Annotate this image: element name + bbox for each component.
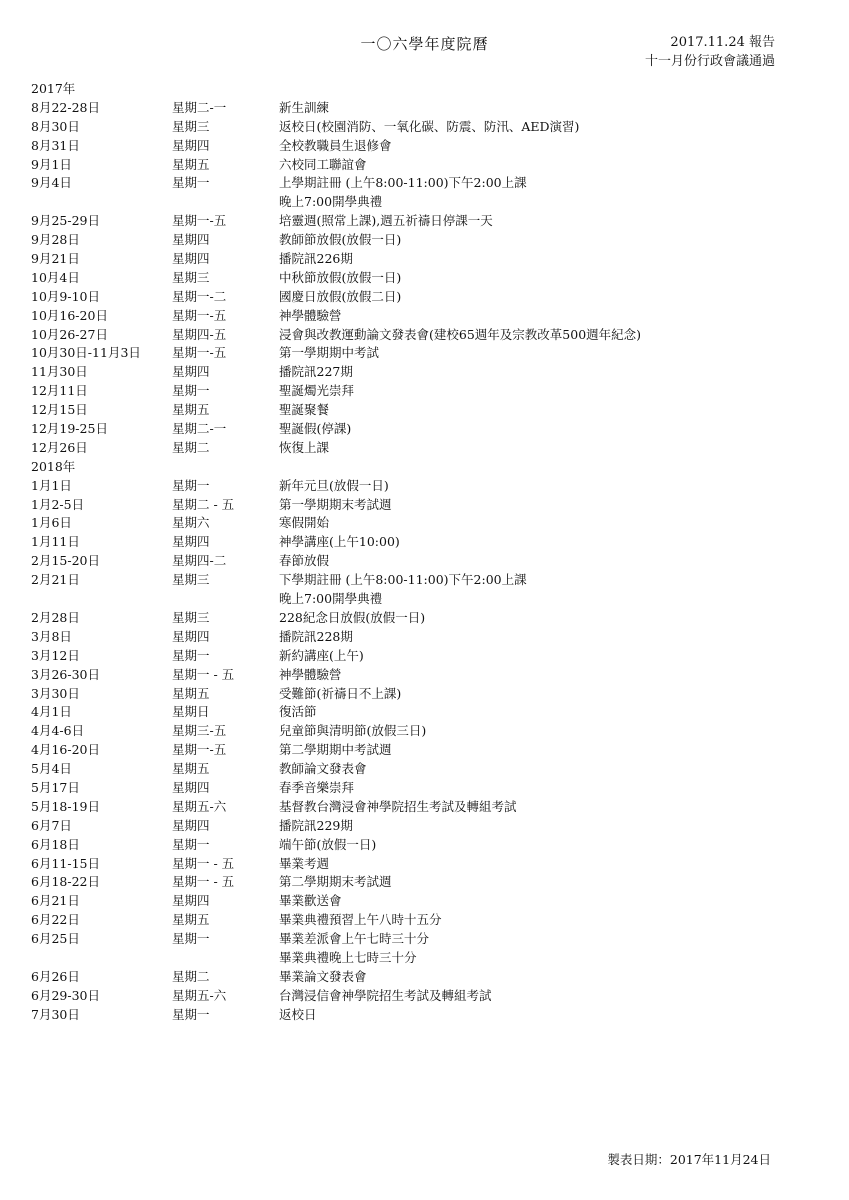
row-weekday: 星期二	[172, 439, 210, 455]
calendar-row	[31, 741, 821, 760]
calendar-row	[31, 420, 821, 439]
row-weekday: 星期四	[172, 251, 210, 267]
row-weekday: 星期一 - 五	[172, 855, 235, 871]
row-event: 培靈週(照常上課),週五祈禱日停課一天	[279, 213, 493, 229]
row-date: 7月30日	[31, 1006, 80, 1022]
row-date: 6月21日	[31, 893, 80, 909]
row-weekday: 星期六	[172, 515, 210, 531]
row-event: 全校教職員生退修會	[279, 137, 392, 153]
row-weekday: 星期四	[172, 137, 210, 153]
row-event: 返校日	[279, 1006, 317, 1022]
calendar-row	[31, 137, 821, 156]
row-date: 6月22日	[31, 912, 80, 928]
row-weekday: 星期一	[172, 383, 210, 399]
row-weekday: 星期五	[172, 912, 210, 928]
row-date: 1月6日	[31, 515, 72, 531]
calendar-row	[31, 722, 821, 741]
row-event: 播院訊228期	[279, 628, 353, 644]
calendar-row	[31, 609, 821, 628]
calendar-row	[31, 590, 821, 609]
row-date: 5月17日	[31, 779, 80, 795]
row-weekday: 星期一 - 五	[172, 666, 235, 682]
calendar-row	[31, 193, 821, 212]
calendar-row	[31, 911, 821, 930]
row-date: 9月21日	[31, 251, 80, 267]
calendar-row	[31, 552, 821, 571]
row-weekday: 星期二-一	[172, 99, 227, 115]
row-weekday: 星期四	[172, 364, 210, 380]
row-date: 2月21日	[31, 572, 80, 588]
row-event: 神學講座(上午10:00)	[279, 534, 400, 550]
year-heading	[31, 80, 821, 99]
row-event: 畢業歡送會	[279, 893, 342, 909]
row-event: 寒假開始	[279, 515, 330, 531]
row-event: 國慶日放假(放假二日)	[279, 288, 402, 304]
row-event: 聖誕假(停課)	[279, 421, 352, 437]
calendar-row	[31, 250, 821, 269]
row-event: 畢業論文發表會	[279, 968, 367, 984]
row-event: 新約講座(上午)	[279, 647, 364, 663]
calendar-row	[31, 269, 821, 288]
row-date: 10月4日	[31, 269, 80, 285]
row-event: 聖誕燭光崇拜	[279, 383, 355, 399]
row-event: 第一學期期中考試	[279, 345, 380, 361]
row-date: 6月29-30日	[31, 987, 100, 1003]
row-date: 5月18-19日	[31, 798, 100, 814]
row-event: 新生訓練	[279, 99, 330, 115]
row-date: 10月30日-11月3日	[31, 345, 141, 361]
row-event: 返校日(校園消防、一氧化碳、防震、防汛、AED演習)	[279, 118, 580, 134]
row-date: 8月30日	[31, 118, 80, 134]
row-weekday: 星期一-五	[172, 345, 227, 361]
calendar-row	[31, 666, 821, 685]
row-date: 6月11-15日	[31, 855, 100, 871]
calendar-row	[31, 779, 821, 798]
calendar-row	[31, 344, 821, 363]
row-weekday: 星期日	[172, 704, 210, 720]
row-weekday: 星期四-五	[172, 326, 227, 342]
report-line: 2017.11.24 報告	[670, 35, 775, 50]
calendar-row	[31, 212, 821, 231]
row-date: 11月30日	[31, 364, 88, 380]
row-date: 12月11日	[31, 383, 88, 399]
calendar-row	[31, 817, 821, 836]
year-label: 2017年	[31, 81, 76, 96]
calendar-list	[31, 80, 821, 1025]
row-date: 2月28日	[31, 609, 80, 625]
calendar-row	[31, 496, 821, 515]
row-weekday: 星期五	[172, 156, 210, 172]
row-weekday: 星期四	[172, 232, 210, 248]
calendar-row	[31, 118, 821, 137]
row-event: 神學體驗營	[279, 666, 342, 682]
year-heading	[31, 458, 821, 477]
row-event: 畢業差派會上午七時三十分	[279, 931, 430, 947]
row-event: 晚上7:00開學典禮	[279, 591, 383, 607]
row-date: 8月31日	[31, 137, 80, 153]
calendar-row	[31, 760, 821, 779]
row-date: 6月25日	[31, 931, 80, 947]
row-weekday: 星期四-二	[172, 553, 227, 569]
row-event: 六校同工聯誼會	[279, 156, 367, 172]
row-weekday: 星期一-五	[172, 742, 227, 758]
row-date: 6月18日	[31, 836, 80, 852]
row-weekday: 星期一	[172, 175, 210, 191]
row-event: 播院訊229期	[279, 817, 353, 833]
row-event: 第一學期期末考試週	[279, 496, 392, 512]
row-event: 聖誕聚餐	[279, 402, 330, 418]
row-date: 1月11日	[31, 534, 80, 550]
calendar-row	[31, 439, 821, 458]
calendar-row	[31, 685, 821, 704]
calendar-row	[31, 326, 821, 345]
row-event: 晚上7:00開學典禮	[279, 194, 383, 210]
row-weekday: 星期五	[172, 685, 210, 701]
row-weekday: 星期一	[172, 1006, 210, 1022]
row-date: 3月12日	[31, 647, 80, 663]
row-event: 下學期註冊 (上午8:00-11:00)下午2:00上課	[279, 572, 527, 588]
row-event: 神學體驗營	[279, 307, 342, 323]
row-date: 12月15日	[31, 402, 88, 418]
row-date: 3月8日	[31, 628, 72, 644]
approval-line: 十一月份行政會議通過	[644, 54, 775, 69]
row-weekday: 星期一 - 五	[172, 874, 235, 890]
row-date: 6月18-22日	[31, 874, 100, 890]
calendar-row	[31, 382, 821, 401]
row-weekday: 星期一	[172, 836, 210, 852]
row-weekday: 星期四	[172, 893, 210, 909]
row-date: 1月1日	[31, 477, 72, 493]
row-event: 兒童節與清明節(放假三日)	[279, 723, 427, 739]
calendar-row	[31, 571, 821, 590]
calendar-row	[31, 873, 821, 892]
page-title: 一〇六學年度院曆	[360, 35, 489, 53]
row-event: 畢業典禮晚上七時三十分	[279, 949, 417, 965]
row-weekday: 星期五-六	[172, 798, 227, 814]
calendar-row	[31, 288, 821, 307]
row-weekday: 星期一	[172, 647, 210, 663]
row-weekday: 星期三	[172, 118, 210, 134]
row-weekday: 星期三	[172, 269, 210, 285]
year-label: 2018年	[31, 458, 76, 474]
calendar-row	[31, 533, 821, 552]
row-weekday: 星期一	[172, 477, 210, 493]
calendar-row	[31, 836, 821, 855]
row-event: 228紀念日放假(放假一日)	[279, 609, 426, 625]
row-weekday: 星期二-一	[172, 421, 227, 437]
calendar-row	[31, 930, 821, 949]
calendar-row	[31, 949, 821, 968]
row-event: 春節放假	[279, 553, 330, 569]
row-date: 3月26-30日	[31, 666, 100, 682]
row-date: 2月15-20日	[31, 553, 100, 569]
row-event: 畢業典禮預習上午八時十五分	[279, 912, 442, 928]
calendar-row	[31, 647, 821, 666]
row-date: 9月28日	[31, 232, 80, 248]
calendar-row	[31, 99, 821, 118]
row-date: 4月16-20日	[31, 742, 100, 758]
row-weekday: 星期五	[172, 761, 210, 777]
row-event: 第二學期期末考試週	[279, 874, 392, 890]
row-date: 5月4日	[31, 761, 72, 777]
calendar-row	[31, 514, 821, 533]
row-date: 3月30日	[31, 685, 80, 701]
calendar-row	[31, 477, 821, 496]
row-date: 6月7日	[31, 817, 72, 833]
row-date: 1月2-5日	[31, 496, 85, 512]
calendar-row	[31, 1006, 821, 1025]
calendar-row	[31, 987, 821, 1006]
row-event: 恢復上課	[279, 439, 330, 455]
row-date: 9月25-29日	[31, 213, 100, 229]
row-weekday: 星期一-五	[172, 213, 227, 229]
calendar-row	[31, 628, 821, 647]
row-event: 復活節	[279, 704, 317, 720]
calendar-row	[31, 703, 821, 722]
calendar-row	[31, 892, 821, 911]
row-weekday: 星期五	[172, 402, 210, 418]
header-right	[645, 33, 775, 71]
row-event: 春季音樂崇拜	[279, 779, 355, 795]
row-event: 端午節(放假一日)	[279, 836, 377, 852]
row-weekday: 星期二 - 五	[172, 496, 235, 512]
made-date: 製表日期：2017年11月24日	[607, 1152, 771, 1167]
row-weekday: 星期五-六	[172, 987, 227, 1003]
row-event: 教師論文發表會	[279, 761, 367, 777]
row-event: 上學期註冊 (上午8:00-11:00)下午2:00上課	[279, 175, 527, 191]
row-date: 6月26日	[31, 968, 80, 984]
row-event: 台灣浸信會神學院招生考試及轉組考試	[279, 987, 492, 1003]
row-event: 播院訊226期	[279, 251, 353, 267]
row-date: 10月16-20日	[31, 307, 108, 323]
row-event: 基督教台灣浸會神學院招生考試及轉組考試	[279, 798, 517, 814]
row-event: 教師節放假(放假一日)	[279, 232, 402, 248]
row-weekday: 星期一	[172, 931, 210, 947]
calendar-row	[31, 174, 821, 193]
row-event: 受難節(祈禱日不上課)	[279, 685, 402, 701]
row-weekday: 星期二	[172, 968, 210, 984]
calendar-row	[31, 401, 821, 420]
row-event: 浸會與改教運動論文發表會(建校65週年及宗教改革500週年紀念)	[279, 326, 642, 342]
row-date: 9月1日	[31, 156, 72, 172]
calendar-row	[31, 231, 821, 250]
row-weekday: 星期四	[172, 628, 210, 644]
row-weekday: 星期四	[172, 779, 210, 795]
row-date: 10月9-10日	[31, 288, 100, 304]
row-date: 12月26日	[31, 439, 88, 455]
row-date: 9月4日	[31, 175, 72, 191]
row-event: 播院訊227期	[279, 364, 353, 380]
row-weekday: 星期三	[172, 609, 210, 625]
row-weekday: 星期三	[172, 572, 210, 588]
row-weekday: 星期三-五	[172, 723, 227, 739]
row-event: 第二學期期中考試週	[279, 742, 392, 758]
row-event: 畢業考週	[279, 855, 330, 871]
row-weekday: 星期四	[172, 817, 210, 833]
row-date: 4月1日	[31, 704, 72, 720]
calendar-row	[31, 307, 821, 326]
row-weekday: 星期一-五	[172, 307, 227, 323]
calendar-row	[31, 363, 821, 382]
row-weekday: 星期四	[172, 534, 210, 550]
row-date: 8月22-28日	[31, 99, 100, 115]
row-event: 新年元旦(放假一日)	[279, 477, 389, 493]
row-date: 12月19-25日	[31, 421, 108, 437]
row-date: 4月4-6日	[31, 723, 85, 739]
calendar-row	[31, 855, 821, 874]
row-event: 中秋節放假(放假一日)	[279, 269, 402, 285]
calendar-row	[31, 968, 821, 987]
calendar-row	[31, 798, 821, 817]
calendar-row	[31, 156, 821, 175]
row-weekday: 星期一-二	[172, 288, 227, 304]
row-date: 10月26-27日	[31, 326, 108, 342]
